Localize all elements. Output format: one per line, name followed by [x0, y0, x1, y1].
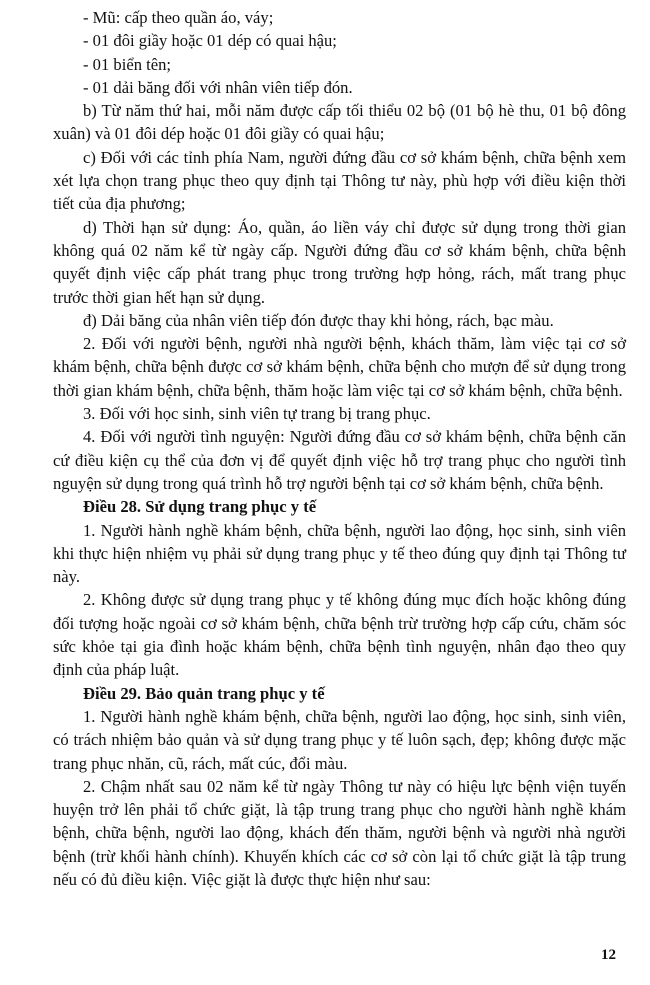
- paragraph: 2. Không được sử dụng trang phục y tế không đúng mục đích hoặc không đúng đối tượng hoặc ngoài cơ sở khám bệnh, chữa bệnh trừ trường hợp cấp cứu, chăm sóc sức khỏe tại gia đình hoặc khám bệnh, chữa bệnh tình nguyện, nhân đạo theo quy định của pháp luật.: [53, 590, 626, 680]
- section-heading: Điều 28. Sử dụng trang phục y tế: [83, 497, 317, 517]
- paragraph: 2. Đối với người bệnh, người nhà người bệnh, khách thăm, làm việc tại cơ sở khám bệnh, chữa bệnh được cơ sở khám bệnh, chữa bệnh cho mượn để sử dụng trong thời gian khám bệnh, chữa bệnh, thăm hoặc làm việc tại cơ sở khám bệnh, chữa bệnh.: [53, 334, 626, 400]
- paragraph: - Mũ: cấp theo quần áo, váy;: [83, 8, 274, 27]
- paragraph: 3. Đối với học sinh, sinh viên tự trang bị trang phục.: [83, 404, 431, 424]
- section-heading: Điều 29. Bảo quản trang phục y tế: [83, 683, 325, 703]
- document-body: [53, 6, 626, 891]
- paragraph: - 01 dải băng đối với nhân viên tiếp đón.: [83, 77, 353, 97]
- page-number: 12: [601, 947, 616, 963]
- paragraph: 1. Người hành nghề khám bệnh, chữa bệnh, người lao động, học sinh, sinh viên, có trách nhiệm bảo quản và sử dụng trang phục y tế luôn sạch, đẹp; không được mặc trang phục nhăn, cũ, rách, mất cúc, đổi màu.: [53, 706, 626, 773]
- paragraph: b) Từ năm thứ hai, mỗi năm được cấp tối thiểu 02 bộ (01 bộ hè thu, 01 bộ đông xuân) và 01 đôi dép hoặc 01 đôi giầy có quai hậu;: [53, 101, 626, 144]
- paragraph: - 01 biển tên;: [83, 54, 172, 74]
- paragraph: 1. Người hành nghề khám bệnh, chữa bệnh, người lao động, học sinh, sinh viên khi thực hiện nhiệm vụ phải sử dụng trang phục y tế theo đúng quy định tại Thông tư này.: [53, 520, 626, 587]
- paragraph: - 01 đôi giầy hoặc 01 dép có quai hậu;: [83, 31, 337, 51]
- paragraph: đ) Dải băng của nhân viên tiếp đón được thay khi hỏng, rách, bạc màu.: [83, 310, 554, 330]
- paragraph: c) Đối với các tỉnh phía Nam, người đứng đầu cơ sở khám bệnh, chữa bệnh xem xét lựa chọn trang phục theo quy định tại Thông tư này, phù hợp với điều kiện thời tiết của địa phương;: [53, 147, 626, 214]
- paragraph: d) Thời hạn sử dụng: Áo, quần, áo liền váy chỉ được sử dụng trong thời gian không quá 02 năm kể từ ngày cấp. Người đứng đầu cơ sở khám bệnh, chữa bệnh quyết định việc cấp phát trang phục trong trường hợp hỏng, rách, mất trang phục trước thời gian hết hạn sử dụng.: [53, 217, 626, 307]
- paragraph: 4. Đối với người tình nguyện: Người đứng đầu cơ sở khám bệnh, chữa bệnh căn cứ điều kiện cụ thể của đơn vị để quyết định việc hỗ trợ trang phục cho người tình nguyện sử dụng trong quá trình hỗ trợ người bệnh tại cơ sở khám bệnh, chữa bệnh.: [53, 427, 626, 493]
- paragraph: 2. Chậm nhất sau 02 năm kể từ ngày Thông tư này có hiệu lực bệnh viện tuyến huyện trở lên phải tổ chức giặt, là tập trung trang phục cho người hành nghề khám bệnh, chữa bệnh, người lao động, khách đến thăm, người bệnh và người nhà người bệnh (trừ khối hành chính). Khuyến khích các cơ sở còn lại tổ chức giặt là tập trung nếu có đủ điều kiện. Việc giặt là được thực hiện như sau:: [53, 776, 626, 889]
